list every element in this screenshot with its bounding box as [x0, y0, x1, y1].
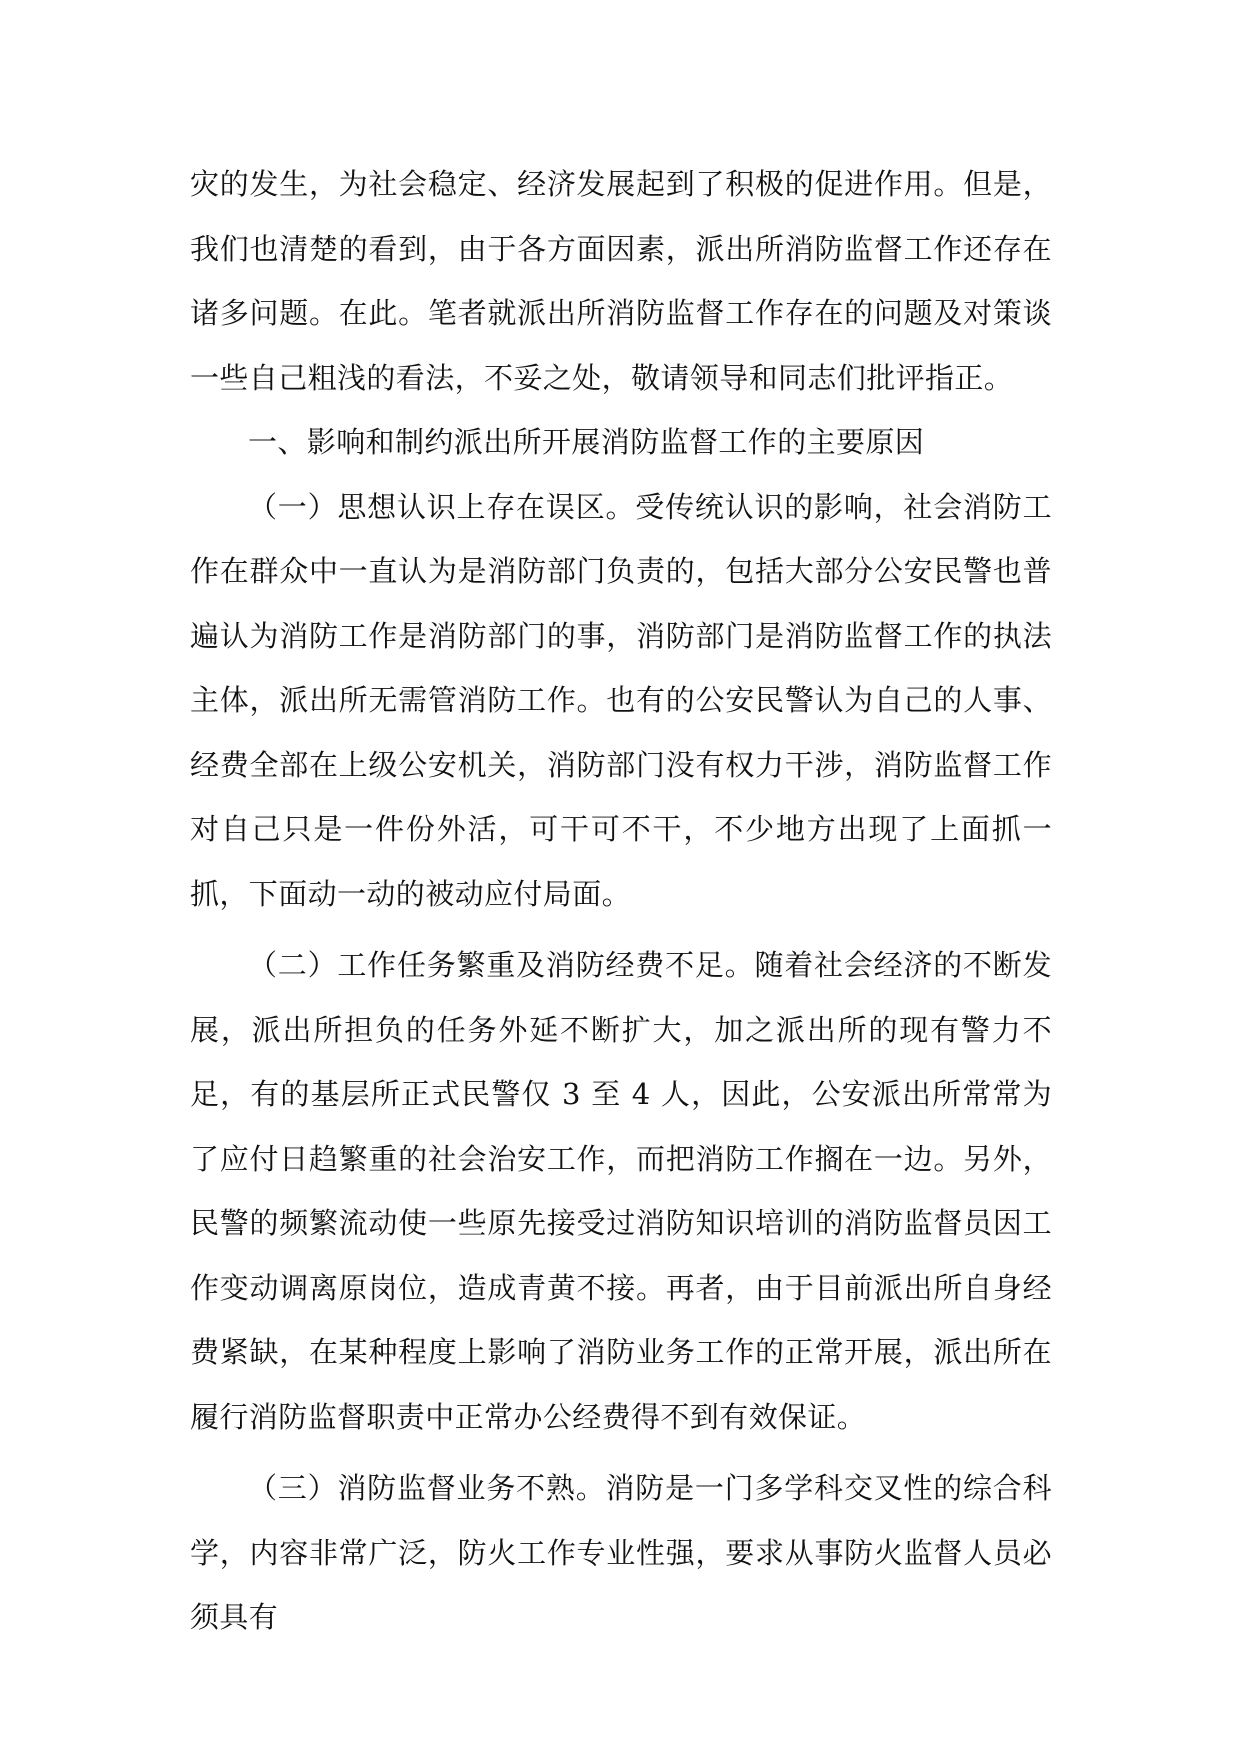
- paragraph-subsection-1: （一）思想认识上存在误区。受传统认识的影响，社会消防工作在群众中一直认为是消防部门负责的，包括大部分公安民警也普遍认为消防工作是消防部门的事，消防部门是消防监督工作的执法主体，派出所无需管消防工作。也有的公安民警认为自己的人事、经费全部在上级公安机关，消防部门没有权力干涉，消防监督工作对自己只是一件份外活，可干可不干，不少地方出现了上面抓一抓，下面动一动的被动应付局面。: [190, 489, 1052, 911]
- section-heading-1: 一、影响和制约派出所开展消防监督工作的主要原因: [248, 425, 925, 459]
- document-body: [190, 152, 1052, 1650]
- paragraph-continuation: 灾的发生，为社会稳定、经济发展起到了积极的促进作用。但是，我们也清楚的看到，由于各方面因素，派出所消防监督工作还存在诸多问题。在此。笔者就派出所消防监督工作存在的问题及对策谈一些自己粗浅的看法，不妥之处，敬请领导和同志们批评指正。: [190, 167, 1052, 395]
- paragraph-subsection-2: （二）工作任务繁重及消防经费不足。随着社会经济的不断发展，派出所担负的任务外延不断扩大，加之派出所的现有警力不足，有的基层所正式民警仅 3 至 4 人，因此，公安派出所常常为了应付日趋繁重的社会治安工作，而把消防工作搁在一边。另外，民警的频繁流动使一些原先接受过消防知识培训的消防监督员因工作变动调离原岗位，造成青黄不接。再者，由于目前派出所自身经费紧缺，在某种程度上影响了消防业务工作的正常开展，派出所在履行消防监督职责中正常办公经费得不到有效保证。: [190, 948, 1052, 1434]
- paragraph-subsection-3: （三）消防监督业务不熟。消防是一门多学科交叉性的综合科学，内容非常广泛，防火工作专业性强，要求从事防火监督人员必须具有: [190, 1471, 1052, 1634]
